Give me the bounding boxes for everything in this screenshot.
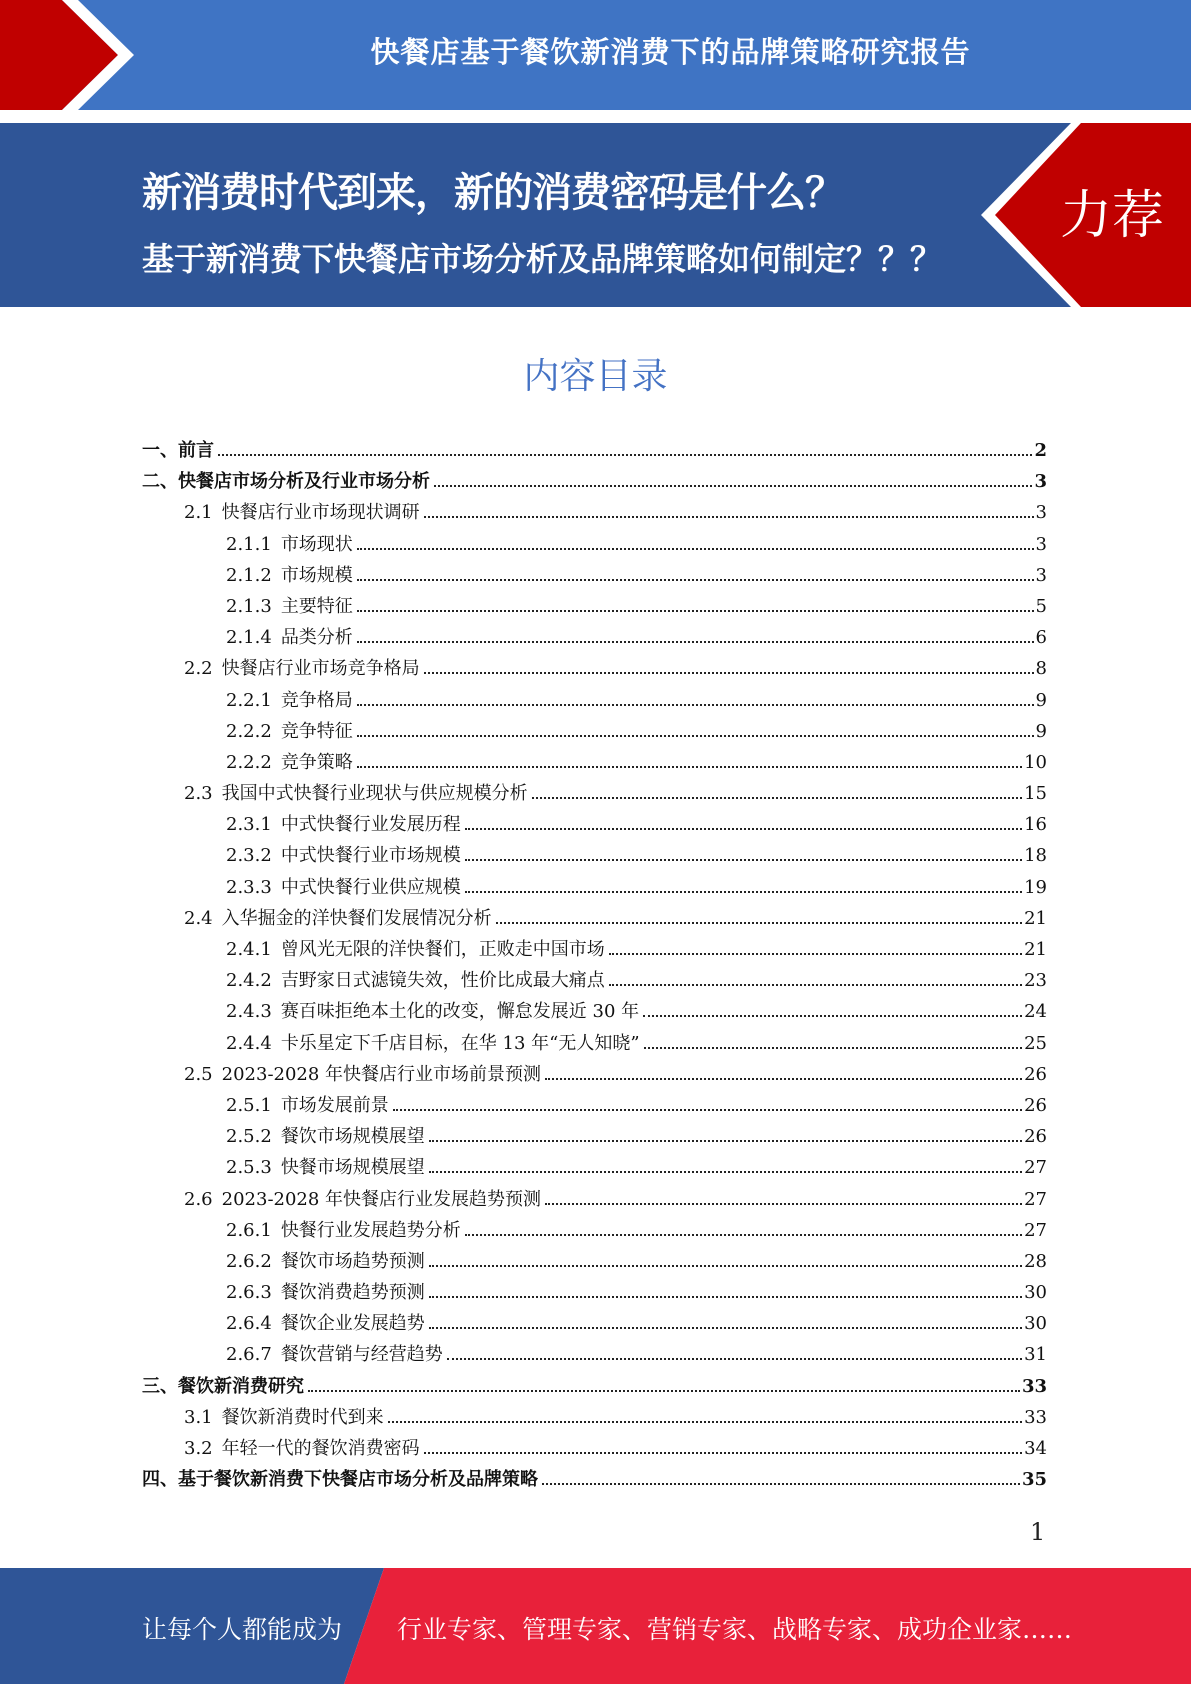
toc-entry-title: 餐饮市场趋势预测: [280, 1250, 425, 1272]
toc-entry-title: 快餐店行业市场竞争格局: [221, 658, 420, 680]
toc-entry-page: 23: [1024, 970, 1047, 992]
toc-entry-page: 35: [1021, 1469, 1047, 1491]
toc-entry-title: 快餐店市场分析及行业市场分析: [178, 471, 430, 493]
toc-entry-page: 33: [1021, 1375, 1047, 1397]
toc-entry-number: 2.3: [184, 783, 213, 805]
toc-dot-leader: [542, 1483, 1020, 1485]
footer-roles: 行业专家、管理专家、营销专家、战略专家、成功企业家……: [397, 1615, 1073, 1644]
toc-entry-page: 6: [1035, 627, 1047, 649]
toc-entry-number: 2.1.4: [226, 627, 272, 649]
toc-entry-page: 19: [1024, 876, 1047, 898]
toc-entry[interactable]: [142, 623, 1047, 654]
toc-dot-leader: [357, 704, 1034, 706]
toc-entry-page: 33: [1024, 1406, 1047, 1428]
toc-entry-title: 赛百味拒绝本土化的改变，懈怠发展近 30 年: [280, 1001, 640, 1023]
toc-dot-leader: [357, 579, 1034, 581]
toc-entry-number: 2.4.3: [226, 1001, 272, 1023]
toc-entry-number: 一、: [142, 440, 178, 461]
toc-entry-title: 2023-2028 年快餐店行业市场前景预测: [221, 1063, 542, 1085]
toc-dot-leader: [447, 1358, 1022, 1360]
toc-entry-title: 餐饮新消费研究: [178, 1375, 304, 1397]
toc-dot-leader: [424, 516, 1034, 518]
toc-entry[interactable]: [142, 1403, 1047, 1434]
toc-entry-page: 30: [1024, 1282, 1047, 1304]
toc-entry-title: 餐饮企业发展趋势: [280, 1313, 425, 1335]
toc-entry-number: 2.5: [184, 1063, 213, 1085]
toc-dot-leader: [308, 1390, 1020, 1392]
toc-heading: 内容目录: [523, 356, 668, 397]
toc-entry-title: 市场发展前景: [280, 1094, 389, 1116]
toc-entry-title: 曾风光无限的洋快餐们，正败走中国市场: [280, 939, 605, 960]
toc-entry-number: 2.4.1: [226, 939, 272, 960]
toc-dot-leader: [545, 1078, 1022, 1080]
report-title: 快餐店基于餐饮新消费下的品牌策略研究报告: [370, 35, 971, 69]
toc-entry[interactable]: [142, 1216, 1047, 1247]
toc-dot-leader: [357, 610, 1034, 612]
toc-entry-number: 2.2.1: [226, 689, 272, 711]
toc-dot-leader: [393, 1109, 1022, 1111]
toc-entry[interactable]: [142, 1278, 1047, 1309]
toc-entry-title: 市场规模: [280, 564, 353, 586]
toc-entry-page: 3: [1035, 564, 1047, 586]
toc-entry-number: 2.3.1: [226, 814, 272, 836]
toc-dot-leader: [532, 797, 1022, 799]
toc-dot-leader: [465, 1234, 1022, 1236]
toc-entry-title: 卡乐星定下千店目标，在华 13 年“无人知晓”: [280, 1032, 640, 1054]
toc-entry[interactable]: [142, 436, 1047, 467]
toc-entry[interactable]: [142, 717, 1047, 748]
toc-entry-page: 10: [1024, 751, 1047, 773]
footer-slogan: 让每个人都能成为: [142, 1615, 343, 1644]
toc-entry-title: 我国中式快餐行业现状与供应规模分析: [221, 783, 528, 805]
toc-entry[interactable]: [142, 1060, 1047, 1091]
toc-entry-number: 二、: [142, 471, 178, 493]
toc-entry-number: 2.4.2: [226, 970, 272, 992]
toc-entry[interactable]: [142, 1372, 1047, 1403]
toc-entry[interactable]: [142, 1122, 1047, 1153]
toc-dot-leader: [496, 922, 1022, 924]
toc-entry[interactable]: [142, 1091, 1047, 1122]
toc-entry-title: 入华掘金的洋快餐们发展情况分析: [221, 907, 492, 929]
toc-entry-page: 27: [1024, 1157, 1047, 1179]
toc-entry-title: 前言: [178, 440, 214, 461]
toc-entry[interactable]: [142, 1153, 1047, 1184]
toc-dot-leader: [465, 859, 1022, 861]
toc-entry-number: 2.3.3: [226, 876, 272, 898]
toc-dot-leader: [609, 984, 1022, 986]
toc-entry[interactable]: [142, 654, 1047, 685]
toc-entry-page: 3: [1035, 502, 1047, 524]
toc-entry-page: 9: [1035, 720, 1047, 742]
toc-entry-page: 16: [1024, 814, 1047, 836]
toc-entry[interactable]: [142, 841, 1047, 872]
toc-entry-number: 2.2.2: [226, 720, 272, 742]
toc-entry-page: 5: [1035, 595, 1047, 617]
toc-entry[interactable]: [142, 997, 1047, 1028]
toc-entry-title: 快餐店行业市场现状调研: [221, 502, 420, 524]
toc-entry-number: 2.6.7: [226, 1344, 272, 1366]
toc-dot-leader: [357, 641, 1034, 643]
toc-entry[interactable]: [142, 904, 1047, 935]
toc-entry[interactable]: [142, 1340, 1047, 1371]
red-chevron-decoration: [0, 0, 160, 110]
toc-dot-leader: [429, 1140, 1022, 1142]
toc-dot-leader: [465, 828, 1022, 830]
toc-dot-leader: [434, 485, 1032, 487]
toc-dot-leader: [357, 548, 1034, 550]
toc-dot-leader: [609, 953, 1022, 955]
toc-dot-leader: [429, 1327, 1022, 1329]
toc-entry-page: 26: [1024, 1126, 1047, 1148]
toc-entry-page: 27: [1024, 1219, 1047, 1241]
toc-entry[interactable]: [142, 779, 1047, 810]
toc-entry-page: 3: [1035, 533, 1047, 555]
toc-entry-number: 2.5.3: [226, 1157, 272, 1179]
toc-entry[interactable]: [142, 1029, 1047, 1060]
toc-entry-number: 2.6: [184, 1188, 213, 1210]
page-number: 1: [1030, 1518, 1046, 1546]
toc-entry-title: 快餐行业发展趋势分析: [280, 1219, 461, 1241]
toc-entry-title: 年轻一代的餐饮消费密码: [221, 1438, 420, 1459]
toc-entry[interactable]: [142, 935, 1047, 966]
toc-entry[interactable]: [142, 561, 1047, 592]
toc-entry-title: 竞争策略: [280, 751, 353, 773]
toc-entry-number: 2.1.2: [226, 564, 272, 586]
toc-dot-leader: [357, 735, 1034, 737]
table-of-contents: [142, 436, 1047, 1496]
toc-dot-leader: [644, 1047, 1023, 1049]
toc-entry-page: 30: [1024, 1313, 1047, 1335]
toc-entry-number: 2.2: [184, 658, 213, 680]
toc-dot-leader: [643, 1015, 1022, 1017]
toc-entry[interactable]: [142, 498, 1047, 529]
toc-entry[interactable]: [142, 1434, 1047, 1465]
toc-entry[interactable]: [142, 530, 1047, 561]
toc-entry-title: 2023-2028 年快餐店行业发展趋势预测: [221, 1188, 542, 1210]
toc-entry-title: 竞争格局: [280, 689, 353, 711]
toc-entry-page: 15: [1024, 783, 1047, 805]
toc-entry-page: 2: [1034, 440, 1047, 461]
toc-entry-title: 品类分析: [280, 627, 353, 649]
top-banner: [0, 0, 1191, 110]
toc-entry-number: 2.6.3: [226, 1282, 272, 1304]
toc-entry-number: 2.5.2: [226, 1126, 272, 1148]
toc-entry[interactable]: [142, 873, 1047, 904]
toc-entry-page: 21: [1024, 939, 1047, 960]
hero-banner: [0, 123, 1191, 307]
toc-entry-page: 28: [1024, 1250, 1047, 1272]
toc-entry[interactable]: [142, 686, 1047, 717]
toc-entry-title: 竞争特征: [280, 720, 353, 742]
toc-entry-title: 基于餐饮新消费下快餐店市场分析及品牌策略: [178, 1469, 538, 1491]
toc-entry-page: 24: [1024, 1001, 1047, 1023]
toc-entry-number: 2.4.4: [226, 1032, 272, 1054]
toc-entry-number: 2.5.1: [226, 1094, 272, 1116]
toc-dot-leader: [218, 454, 1032, 456]
toc-dot-leader: [429, 1265, 1022, 1267]
toc-entry-number: 2.6.2: [226, 1250, 272, 1272]
toc-entry-title: 餐饮市场规模展望: [280, 1126, 425, 1148]
toc-entry-page: 34: [1024, 1438, 1047, 1459]
toc-entry[interactable]: [142, 1247, 1047, 1278]
toc-entry[interactable]: [142, 467, 1047, 498]
toc-entry-number: 3.1: [184, 1406, 213, 1428]
toc-entry-page: 18: [1024, 845, 1047, 867]
toc-entry-page: 25: [1024, 1032, 1047, 1054]
toc-entry-title: 快餐市场规模展望: [280, 1157, 425, 1179]
footer-banner: [0, 1568, 1191, 1684]
toc-entry-page: 26: [1024, 1063, 1047, 1085]
toc-entry[interactable]: [142, 1185, 1047, 1216]
toc-entry-number: 2.6.4: [226, 1313, 272, 1335]
toc-entry[interactable]: [142, 810, 1047, 841]
toc-entry-number: 2.2.2: [226, 751, 272, 773]
toc-dot-leader: [465, 891, 1022, 893]
toc-entry-page: 31: [1024, 1344, 1047, 1366]
toc-dot-leader: [424, 672, 1034, 674]
toc-entry-number: 2.3.2: [226, 845, 272, 867]
toc-dot-leader: [424, 1452, 1022, 1454]
toc-entry-title: 餐饮消费趋势预测: [280, 1282, 425, 1304]
toc-entry[interactable]: [142, 966, 1047, 997]
toc-entry-title: 餐饮营销与经营趋势: [280, 1344, 443, 1366]
hero-question-2: 基于新消费下快餐店市场分析及品牌策略如何制定？？？: [142, 240, 943, 278]
toc-entry[interactable]: [142, 1309, 1047, 1340]
toc-entry[interactable]: [142, 592, 1047, 623]
toc-entry-page: 27: [1024, 1188, 1047, 1210]
toc-entry-page: 26: [1024, 1094, 1047, 1116]
toc-entry-number: 2.4: [184, 907, 213, 929]
hero-question-1: 新消费时代到来，新的消费密码是什么？: [142, 170, 844, 216]
toc-entry-title: 餐饮新消费时代到来: [221, 1406, 384, 1428]
toc-entry-title: 中式快餐行业供应规模: [280, 876, 461, 898]
toc-entry[interactable]: [142, 1465, 1047, 1496]
toc-entry-title: 吉野家日式滤镜失效，性价比成最大痛点: [280, 970, 605, 992]
toc-entry-title: 中式快餐行业市场规模: [280, 845, 461, 867]
toc-entry-page: 9: [1035, 689, 1047, 711]
toc-entry-number: 2.1.1: [226, 533, 272, 555]
toc-entry-title: 主要特征: [280, 595, 353, 617]
toc-dot-leader: [388, 1421, 1022, 1423]
toc-entry-title: 市场现状: [280, 533, 353, 555]
toc-entry[interactable]: [142, 748, 1047, 779]
toc-entry-page: 8: [1035, 658, 1047, 680]
toc-entry-page: 21: [1024, 907, 1047, 929]
toc-entry-number: 四、: [142, 1469, 178, 1491]
toc-entry-page: 3: [1034, 471, 1047, 493]
recommend-badge-text: 力荐: [1060, 186, 1165, 246]
toc-entry-number: 2.6.1: [226, 1219, 272, 1241]
toc-dot-leader: [429, 1171, 1022, 1173]
toc-entry-number: 2.1: [184, 502, 213, 524]
toc-entry-number: 3.2: [184, 1438, 213, 1459]
toc-dot-leader: [545, 1203, 1022, 1205]
toc-dot-leader: [429, 1296, 1022, 1298]
toc-entry-number: 2.1.3: [226, 595, 272, 617]
toc-dot-leader: [357, 766, 1022, 768]
toc-entry-title: 中式快餐行业发展历程: [280, 814, 461, 836]
toc-entry-number: 三、: [142, 1375, 178, 1397]
